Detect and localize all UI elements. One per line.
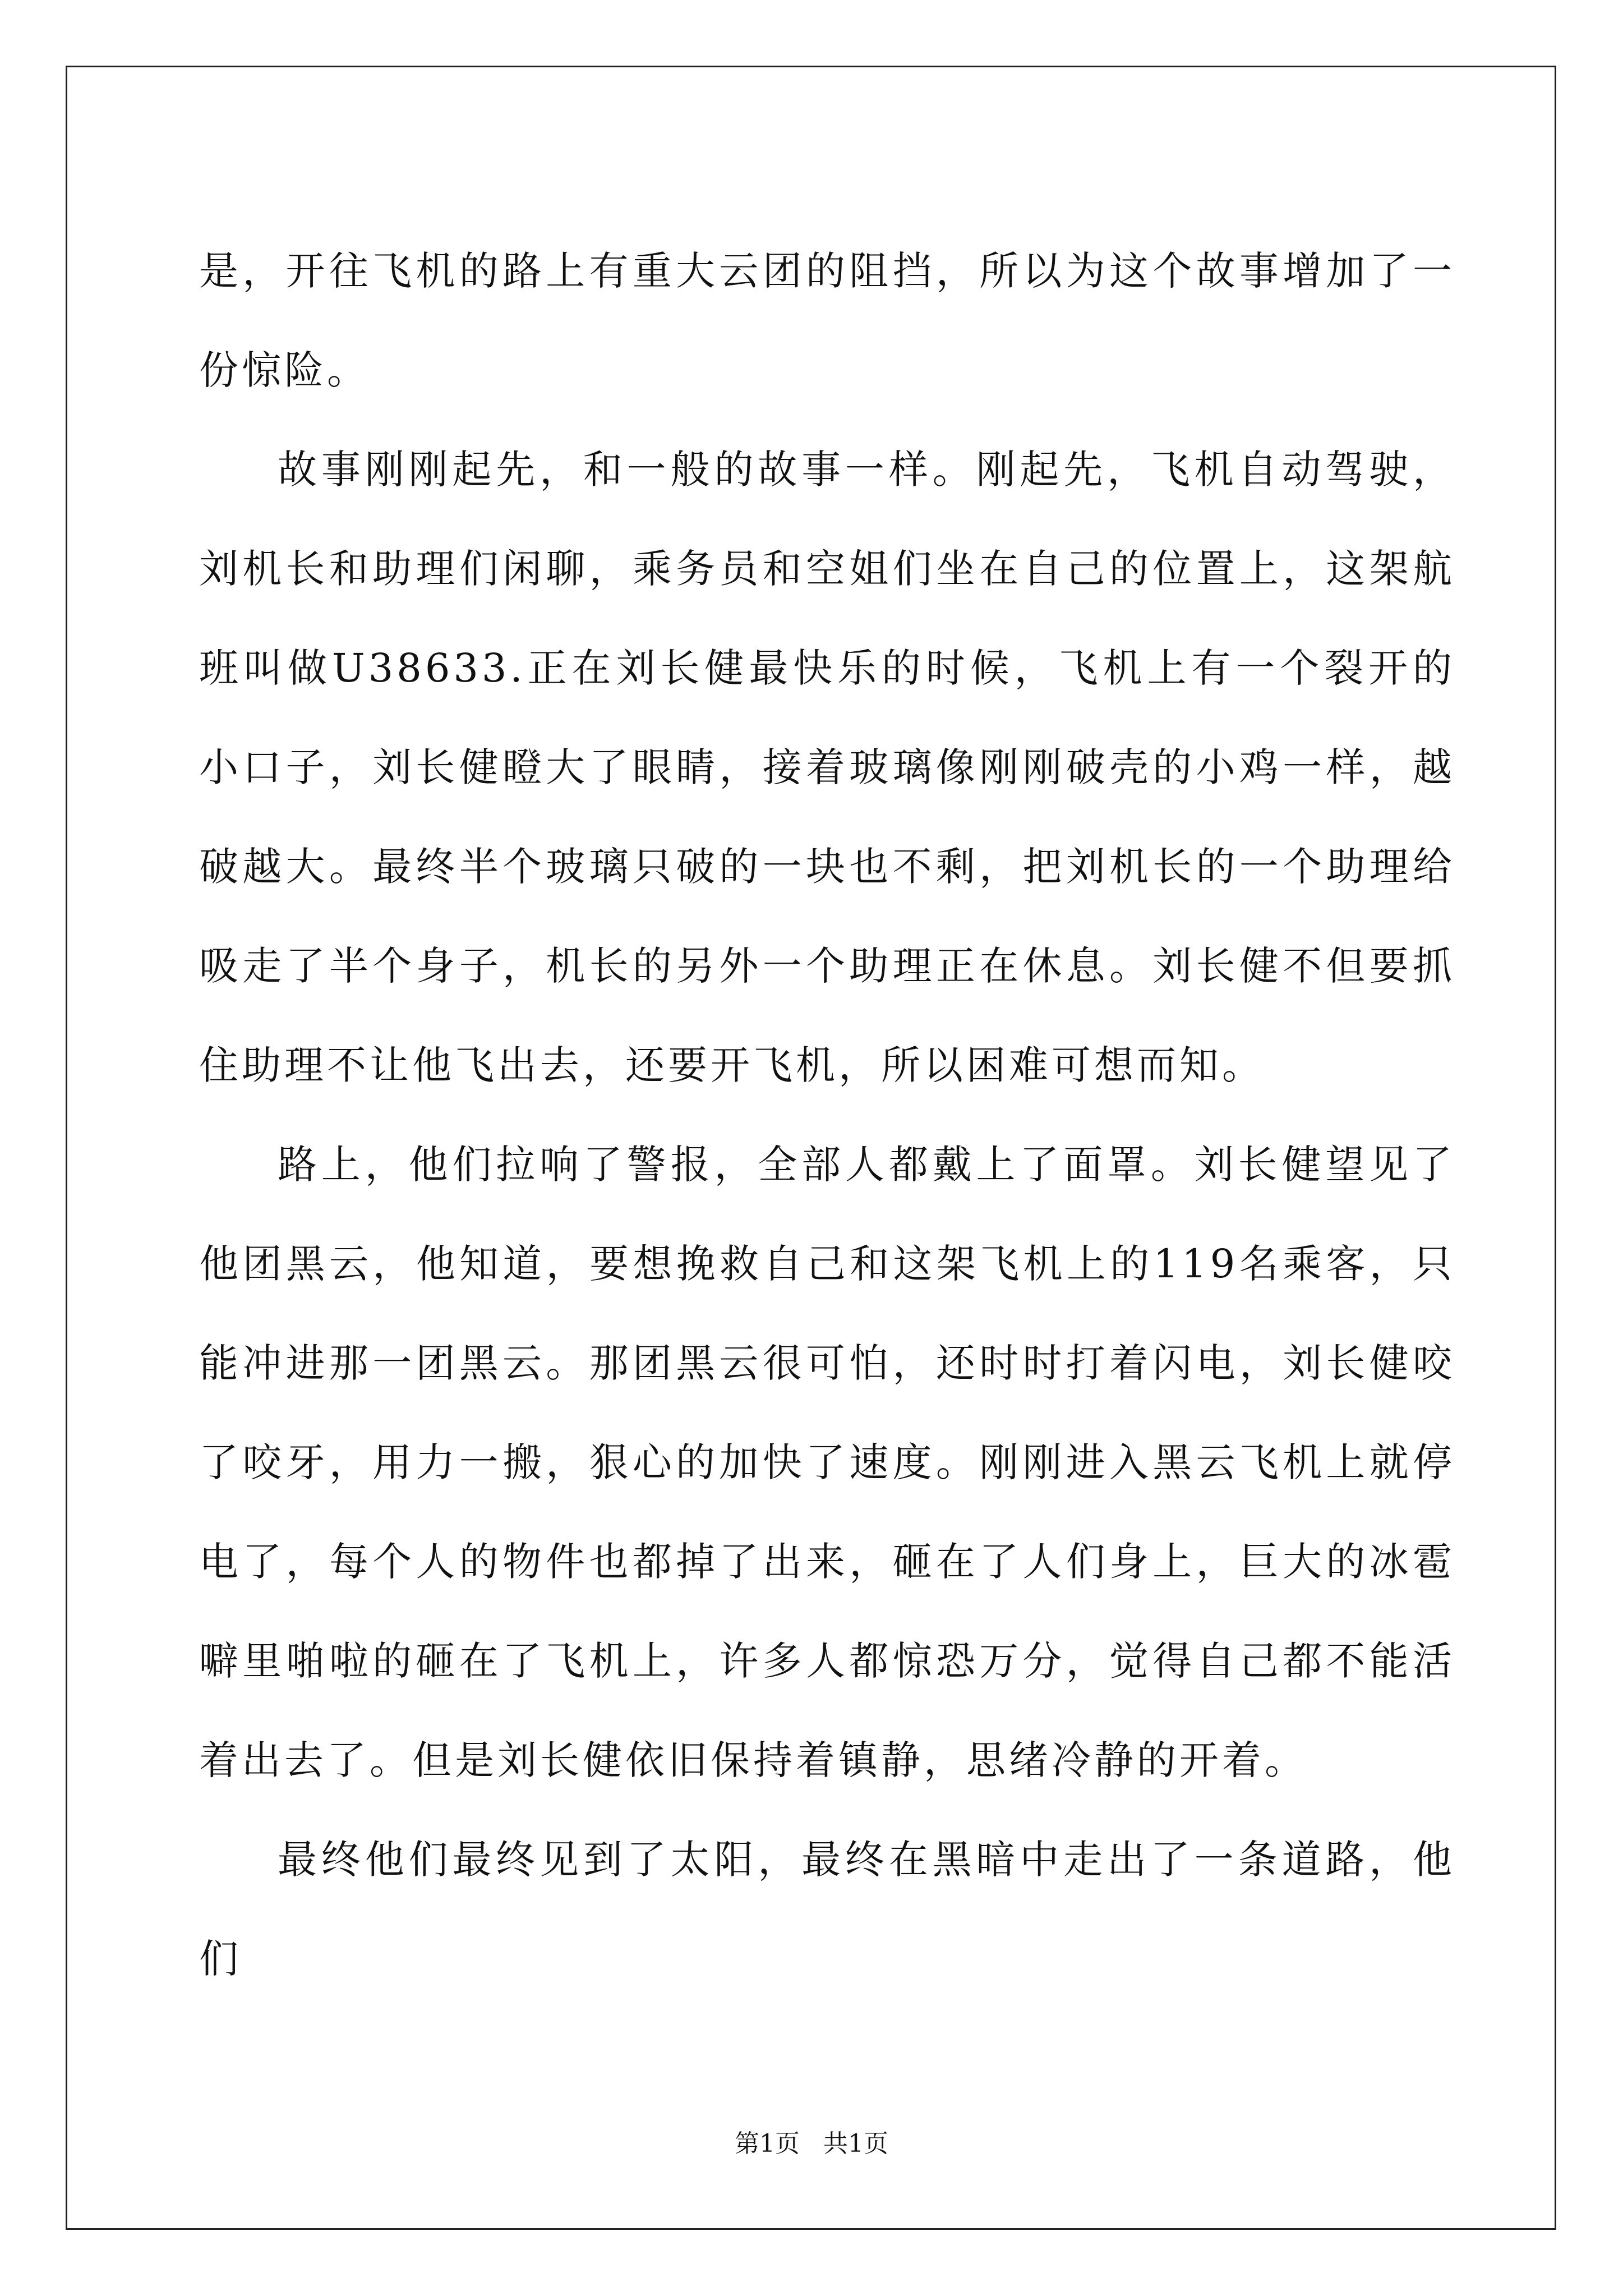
paragraph: 最终他们最终见到了太阳，最终在黑暗中走出了一条道路，他们 xyxy=(199,1837,1455,1982)
page-number-current: 第1页 xyxy=(735,2129,800,2158)
document-body xyxy=(199,222,1455,2009)
paragraph: 路上，他们拉响了警报，全部人都戴上了面罩。刘长健望见了他团黑云，他知道，要想挽救自己和这架飞机上的119名乘客，只能冲进那一团黑云。那团黑云很可怕，还时时打着闪电，刘长健咬了咬牙，用力一搬，狠心的加快了速度。刚刚进入黑云飞机上就停电了，每个人的物件也都掉了出来，砸在了人们身上，巨大的冰雹噼里啪啦的砸在了飞机上，许多人都惊恐万分，觉得自己都不能活着出去了。但是刘长健依旧保持着镇静，思绪冷静的开着。 xyxy=(199,1142,1455,1783)
page-footer xyxy=(0,2127,1623,2161)
paragraph: 故事刚刚起先，和一般的故事一样。刚起先，飞机自动驾驶，刘机长和助理们闲聊，乘务员和空姐们坐在自己的位置上，这架航班叫做U38633.正在刘长健最快乐的时候，飞机上有一个裂开的小口子，刘长健瞪大了眼睛，接着玻璃像刚刚破壳的小鸡一样，越破越大。最终半个玻璃只破的一块也不剩，把刘机长的一个助理给吸走了半个身子，机长的另外一个助理正在休息。刘长健不但要抓住助理不让他飞出去，还要开飞机，所以困难可想而知。 xyxy=(199,447,1455,1088)
page-number-total: 共1页 xyxy=(823,2129,888,2158)
paragraph: 是，开往飞机的路上有重大云团的阻挡，所以为这个故事增加了一份惊险。 xyxy=(199,248,1455,393)
